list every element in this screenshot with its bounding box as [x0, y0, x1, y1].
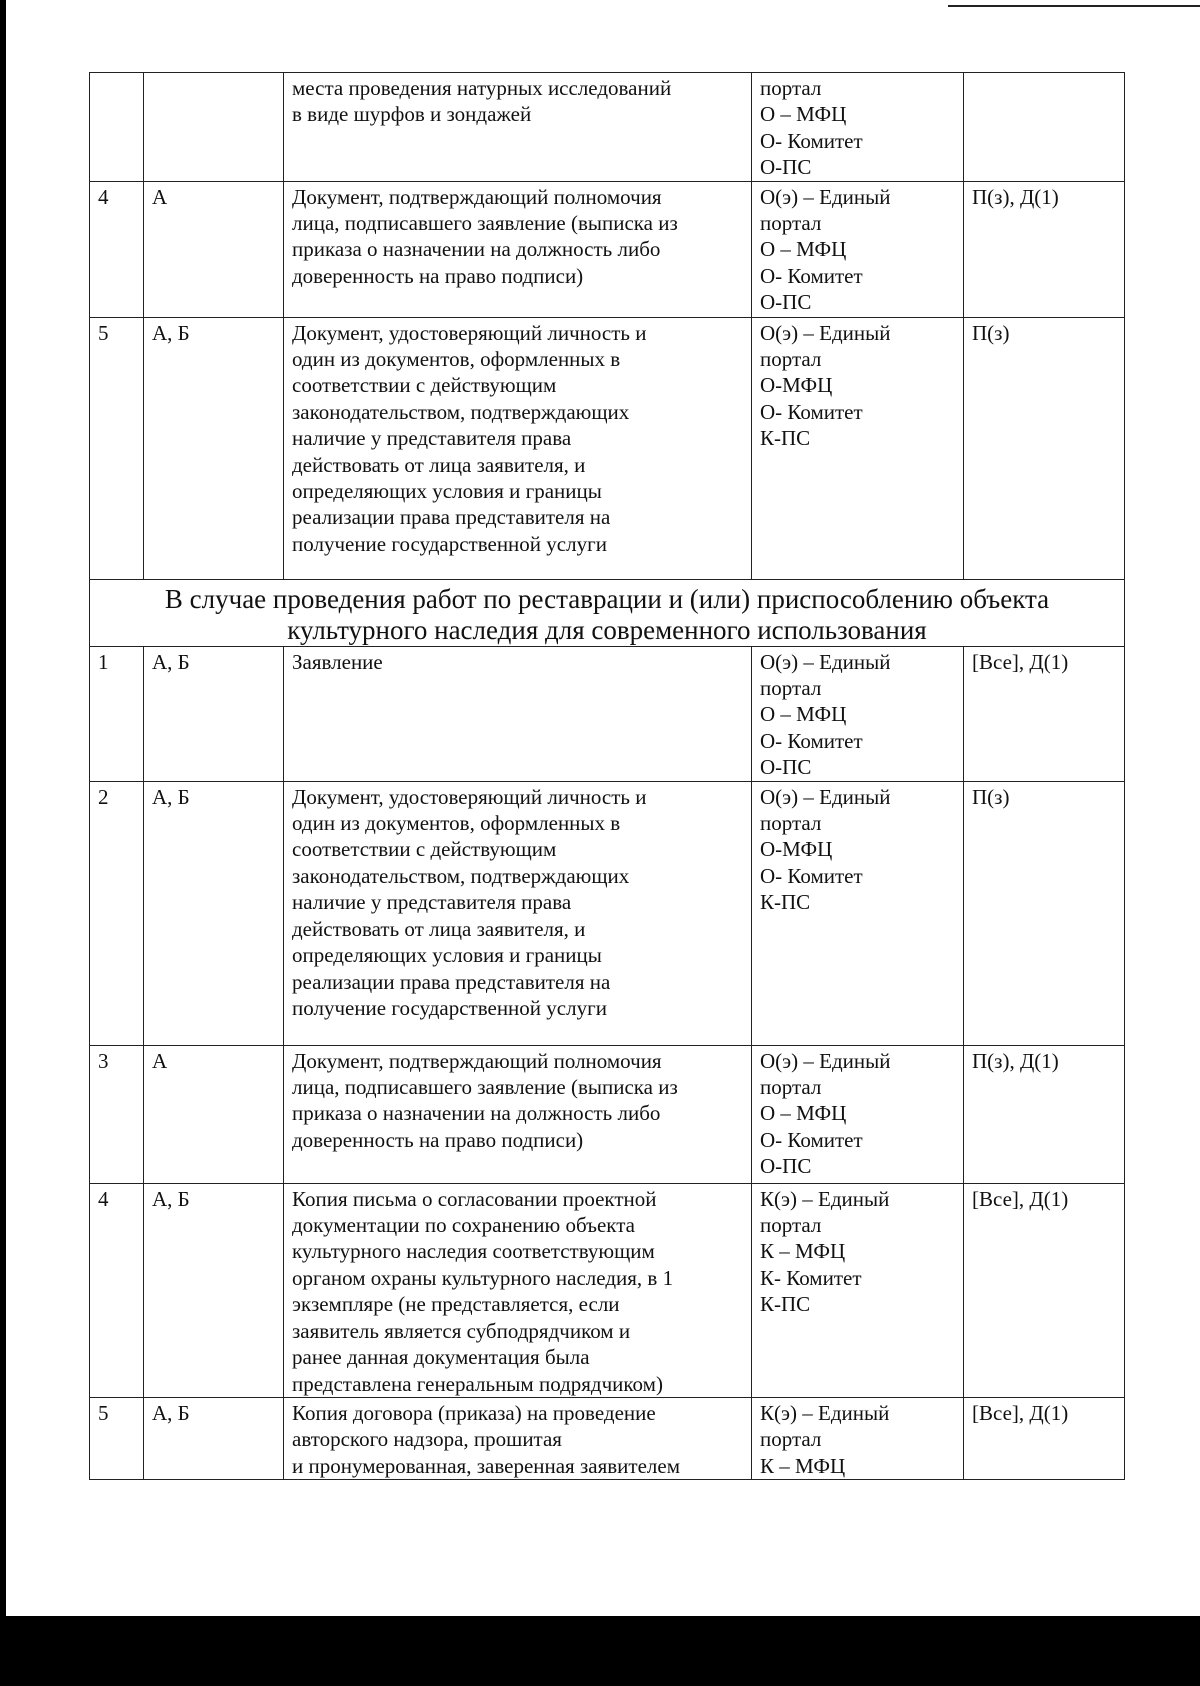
document-line: получение государственной услуги: [292, 995, 607, 1020]
document-line: соответствии с действующим: [292, 373, 557, 398]
channel-line: К-ПС: [760, 890, 811, 915]
document-line: экземпляре (не представляется, если: [292, 1292, 620, 1317]
channel-cell: [752, 73, 964, 182]
channel-line: К – МФЦ: [760, 1453, 846, 1478]
table-row: [90, 1397, 1125, 1479]
channel-line: О-ПС: [760, 155, 812, 180]
documents-table: [89, 72, 1125, 1480]
applicant-group-cell: А, Б: [144, 646, 284, 781]
channel-line: К-ПС: [760, 426, 811, 451]
table-row: [90, 781, 1125, 1045]
document-line: доверенность на право подписи): [292, 263, 584, 288]
document-cell: [284, 73, 752, 182]
applicant-group-cell: [144, 73, 284, 182]
document-line: Заявление: [292, 649, 383, 674]
channel-line: портал: [760, 76, 822, 100]
channel-line: О- Комитет: [760, 1127, 863, 1152]
document-line: Копия письма о согласовании проектной: [292, 1186, 657, 1211]
document-cell: [284, 317, 752, 579]
channel-line: О – МФЦ: [760, 102, 847, 127]
section-title-line: В случае проведения работ по реставрации и (или) приспособлению объекта: [164, 583, 1050, 614]
row-number-cell: 5: [90, 317, 144, 579]
document-line: Документ, удостоверяющий личность и: [292, 784, 647, 809]
applicant-group-cell: А, Б: [144, 781, 284, 1045]
scan-left-edge: [0, 0, 6, 1686]
applicant-group-cell: А: [144, 181, 284, 317]
channel-line: О(э) – Единый: [760, 184, 891, 209]
channel-line: К(э) – Единый: [760, 1400, 890, 1425]
applicant-group-cell: А, Б: [144, 317, 284, 579]
channel-cell: [752, 317, 964, 579]
document-line: Документ, удостоверяющий личность и: [292, 320, 647, 345]
channel-line: портал: [760, 1427, 822, 1452]
document-line: Копия договора (приказа) на проведение: [292, 1400, 656, 1425]
document-line: документации по сохранению объекта: [292, 1213, 635, 1238]
table-row: [90, 317, 1125, 579]
table-row: [90, 73, 1125, 182]
channel-line: О(э) – Единый: [760, 1048, 891, 1073]
channel-line: О-МФЦ: [760, 373, 833, 398]
channel-line: О(э) – Единый: [760, 649, 891, 674]
section-title: [90, 579, 1125, 646]
document-line: реализации права представителя на: [292, 969, 611, 994]
document-line: действовать от лица заявителя, и: [292, 452, 586, 477]
channel-line: портал: [760, 676, 822, 701]
document-line: действовать от лица заявителя, и: [292, 916, 586, 941]
row-number-cell: 4: [90, 1183, 144, 1397]
channel-line: портал: [760, 347, 822, 372]
document-cell: [284, 181, 752, 317]
channel-line: О-МФЦ: [760, 837, 833, 862]
mark-cell: П(з): [964, 317, 1125, 579]
channel-line: О – МФЦ: [760, 1101, 847, 1126]
document-cell: [284, 1183, 752, 1397]
document-line: законодательством, подтверждающих: [292, 863, 630, 888]
mark-cell: П(з), Д(1): [964, 1045, 1125, 1183]
document-line: ранее данная документация была: [292, 1345, 590, 1370]
channel-line: О(э) – Единый: [760, 320, 891, 345]
channel-line: К-ПС: [760, 1292, 811, 1317]
channel-line: портал: [760, 211, 822, 236]
row-number-cell: 3: [90, 1045, 144, 1183]
applicant-group-cell: А, Б: [144, 1183, 284, 1397]
channel-line: О- Комитет: [760, 863, 863, 888]
table-row: [90, 646, 1125, 781]
document-line: один из документов, оформленных в: [292, 347, 621, 372]
table-row: [90, 1045, 1125, 1183]
channel-cell: [752, 181, 964, 317]
channel-cell: [752, 646, 964, 781]
document-line: реализации права представителя на: [292, 505, 611, 530]
scan-bottom-edge: [0, 1616, 1200, 1686]
row-number-cell: 4: [90, 181, 144, 317]
document-line: приказа о назначении на должность либо: [292, 1101, 661, 1126]
document-line: представлена генеральным подрядчиком): [292, 1371, 663, 1396]
channel-cell: [752, 1183, 964, 1397]
channel-cell: [752, 1045, 964, 1183]
document-line: места проведения натурных исследований: [292, 76, 672, 100]
document-line: заявитель является субподрядчиком и: [292, 1318, 631, 1343]
document-line: один из документов, оформленных в: [292, 811, 621, 836]
document-line: авторского надзора, прошитая: [292, 1427, 562, 1452]
document-line: в виде шурфов и зондажей: [292, 102, 532, 127]
document-cell: [284, 1397, 752, 1479]
channel-line: О-ПС: [760, 1154, 812, 1179]
document-cell: [284, 1045, 752, 1183]
document-line: приказа о назначении на должность либо: [292, 237, 661, 262]
channel-line: О – МФЦ: [760, 237, 847, 262]
document-line: доверенность на право подписи): [292, 1127, 584, 1152]
row-number-cell: 5: [90, 1397, 144, 1479]
mark-cell: [964, 73, 1125, 182]
document-line: соответствии с действующим: [292, 837, 557, 862]
document-line: и пронумерованная, заверенная заявителем: [292, 1453, 680, 1478]
channel-line: портал: [760, 1075, 822, 1100]
document-line: определяющих условия и границы: [292, 479, 602, 504]
document-cell: [284, 646, 752, 781]
channel-line: О(э) – Единый: [760, 784, 891, 809]
document-line: наличие у представителя права: [292, 890, 572, 915]
channel-line: К(э) – Единый: [760, 1186, 890, 1211]
section-title-line: культурного наследия для современного использования: [287, 614, 927, 645]
document-line: лица, подписавшего заявление (выписка из: [292, 211, 678, 236]
document-line: Документ, подтверждающий полномочия: [292, 1048, 662, 1073]
table-row: [90, 1183, 1125, 1397]
mark-cell: [Все], Д(1): [964, 646, 1125, 781]
channel-line: О-ПС: [760, 755, 812, 780]
document-line: культурного наследия соответствующим: [292, 1239, 655, 1264]
document-line: наличие у представителя права: [292, 426, 572, 451]
channel-line: О- Комитет: [760, 263, 863, 288]
channel-line: О-ПС: [760, 290, 812, 315]
channel-cell: [752, 1397, 964, 1479]
section-header-row: [90, 579, 1125, 646]
channel-line: К – МФЦ: [760, 1239, 846, 1264]
mark-cell: П(з), Д(1): [964, 181, 1125, 317]
mark-cell: [Все], Д(1): [964, 1183, 1125, 1397]
mark-cell: [Все], Д(1): [964, 1397, 1125, 1479]
channel-line: О- Комитет: [760, 128, 863, 153]
document-line: определяющих условия и границы: [292, 943, 602, 968]
scan-top-mark: [948, 5, 1200, 7]
channel-cell: [752, 781, 964, 1045]
mark-cell: П(з): [964, 781, 1125, 1045]
row-number-cell: 1: [90, 646, 144, 781]
document-line: лица, подписавшего заявление (выписка из: [292, 1075, 678, 1100]
channel-line: портал: [760, 1213, 822, 1238]
document-line: Документ, подтверждающий полномочия: [292, 184, 662, 209]
channel-line: О – МФЦ: [760, 702, 847, 727]
channel-line: портал: [760, 811, 822, 836]
applicant-group-cell: А, Б: [144, 1397, 284, 1479]
channel-line: О- Комитет: [760, 399, 863, 424]
channel-line: К- Комитет: [760, 1265, 862, 1290]
document-line: законодательством, подтверждающих: [292, 399, 630, 424]
document-line: получение государственной услуги: [292, 531, 607, 556]
channel-line: О- Комитет: [760, 728, 863, 753]
document-cell: [284, 781, 752, 1045]
applicant-group-cell: А: [144, 1045, 284, 1183]
table-row: [90, 181, 1125, 317]
row-number-cell: 2: [90, 781, 144, 1045]
document-line: органом охраны культурного наследия, в 1: [292, 1265, 674, 1290]
row-number-cell: [90, 73, 144, 182]
